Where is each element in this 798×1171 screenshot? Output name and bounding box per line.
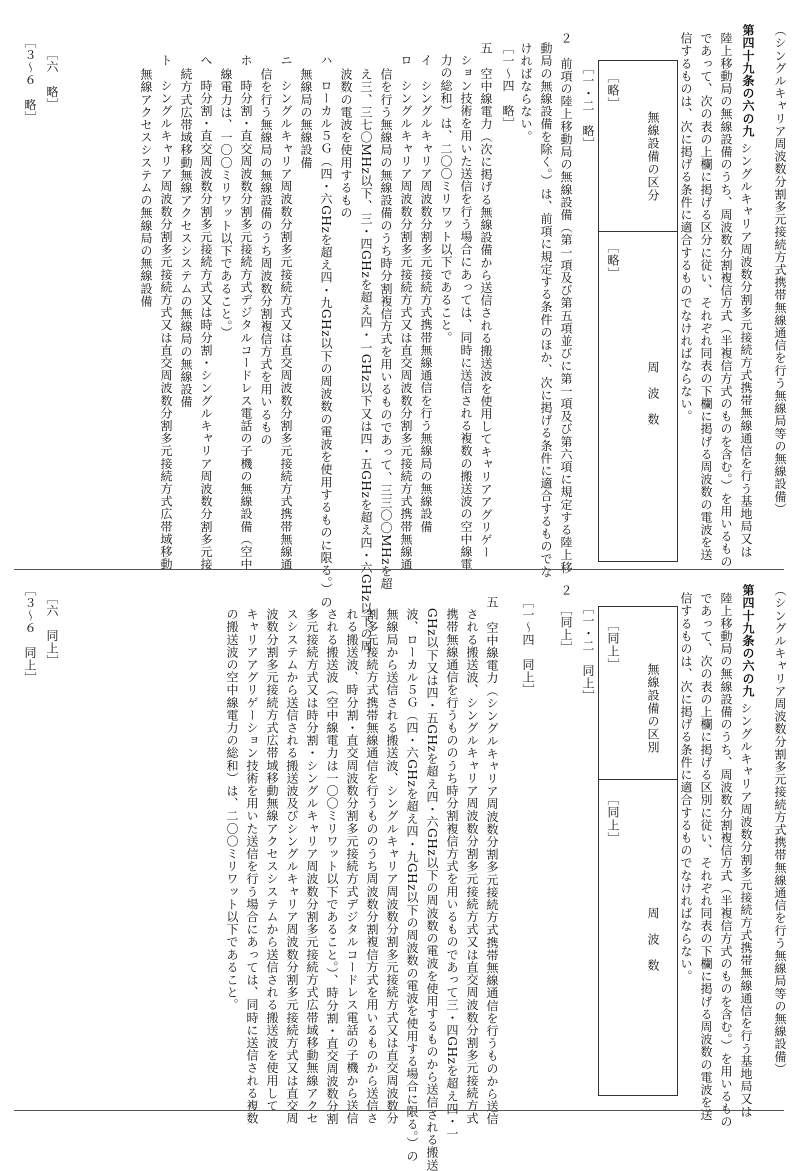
intro-line-3: であって、次の表の上欄に掲げる区別に従い、それぞれ同表の下欄に掲げる周波数の電波を送: [699, 592, 713, 1122]
item5-line-2: ション技術を用いた送信を行う場合にあっては、同時に送信される複数の搬送波の空中線電: [459, 54, 473, 571]
intro-line-2: 陸上移動局の無線設備のうち、周波数分割複信方式（半複信方式のものを含む。）を用いるもの: [719, 592, 733, 1128]
item-he-line-1: へ 時分割・直交周波数分割多元接続方式又は時分割・シングルキャリア周波数分割多元接: [199, 54, 213, 571]
bracket-item-6: ［六 略］: [45, 48, 59, 111]
item-ro-line-2: 信を行う無線局の無線設備のうち時分割複信方式を用いるものであって、三三〇〇MHzを超: [379, 68, 393, 591]
page-divider-bottom: [14, 1110, 784, 1111]
article-number: 第四十九条の六の九: [741, 24, 755, 138]
article-heading-paren: （シングルキャリア周波数分割多元接続方式携帯無線通信を行う無線局等の無線設備）: [773, 24, 787, 516]
item5-line-11: スシステムから送信される搬送波及びシングルキャリア周波数分割多元接続方式又は直交周: [285, 608, 299, 1125]
item-to-line-2: 無線アクセスシステムの無線局の無線設備: [139, 68, 153, 308]
item5-line-14: の搬送波の空中線電力の総和）は、二〇〇ミリワット以下であること。: [225, 608, 239, 1012]
item-he-line-2: 続方式広帯域移動無線アクセスシステムの無線局の無線設備: [179, 68, 193, 409]
item-ro-line-4: 波数の電波を使用するもの: [339, 68, 353, 220]
bottom-half: [8, 578, 790, 1171]
item5-line-1: 五 空中線電力（次に掲げる無線設備から送信される搬送波を使用してキャリアアグリゲー: [479, 42, 493, 559]
item5-line-5: 波、ローカル５Ｇ（四・六GHzを超え四・九GHz以下の周波数の電波を使用する場合に限る。）の: [405, 608, 419, 1163]
page-divider-middle: [14, 569, 784, 570]
item-ha-line-1: ハ ローカル５Ｇ（四・六GHzを超え四・九GHz以下の周波数の電波を使用するものに限る。）の: [319, 54, 333, 609]
para2-line-2: 動局の無線設備を除く。）は、前項に規定する条件のほか、次に掲げる条件に適合するものでな: [539, 42, 553, 578]
item-to-line-1: ト シングルキャリア周波数分割多元接続方式又は直交周波数分割多元接続方式広帯域移動: [159, 54, 173, 571]
table-header-frequency: 周 波 数: [646, 361, 660, 426]
item5-line-7: 割多元接続方式携帯無線通信を行うもののうち周波数分割複信方式を用いるものから送信さ: [365, 608, 379, 1125]
table-cell-frequency: ［同上］: [606, 793, 620, 845]
bracket-items-1-2: ［一・二 略］: [581, 62, 595, 150]
item5-line-12: 波数分割多元接続方式広帯域移動無線アクセスシステムから送信される搬送波を使用して: [265, 608, 279, 1112]
bracket-items-1-4: ［一〜四 同上］: [521, 596, 535, 696]
item5-line-13: キャリアアグリゲーション技術を用いた送信を行う場合にあっては、同時に送信される複数: [245, 608, 259, 1125]
item-ro-line-3: え三、三七〇MHz以下、三・四GHzを超え四・一GHz以下又は四・五GHzを超え四・六GHz以下の周: [359, 68, 373, 653]
item5-line-10: 多元接続方式又は時分割・シングルキャリア周波数分割多元接続方式広帯域移動無線アクセ: [305, 608, 319, 1125]
bracket-paras-3-6: ［３〜６ 同上］: [23, 584, 37, 684]
bracket-items-1-2: ［一・二 同上］: [581, 602, 595, 702]
item5-line-3: 力の総和）は、二〇〇ミリワット以下であること。: [439, 54, 453, 344]
item-ho-line-1: ホ 時分割・直交周波数分割多元接続方式デジタルコードレス電話の子機の無線設備（空中: [239, 54, 253, 571]
item-ha-line-2: 無線局の無線設備: [299, 68, 313, 169]
intro-line-2: 陸上移動局の無線設備のうち、周波数分割複信方式（半複信方式のものを含む。）を用いるもの: [719, 32, 733, 568]
table-header-category: 無線設備の区別: [646, 663, 660, 754]
intro-line-4: 信するものは、次に掲げる条件に適合するものでなければならない。: [679, 32, 693, 423]
article-number: 第四十九条の六の九: [741, 584, 755, 698]
table-cell-category: ［同上］: [606, 619, 620, 671]
intro-line-4: 信するものは、次に掲げる条件に適合するものでなければならない。: [679, 592, 693, 983]
item-ni-line-2: 信を行う無線局の無線設備のうち周波数分割複信方式を用いるもの: [259, 68, 273, 446]
article-heading-paren: （シングルキャリア周波数分割多元接続方式携帯無線通信を行う無線局等の無線設備）: [773, 584, 787, 1076]
item5-line-1: 五 空中線電力（シングルキャリア周波数分割多元接続方式携帯無線通信を行うものから送信: [485, 596, 499, 1126]
item-i: イ シングルキャリア周波数分割多元接続方式携帯無線通信を行う無線局の無線設備: [419, 54, 433, 533]
item5-line-3: 携帯無線通信を行うもののうち時分割複信方式を用いるものであって三・四GHzを超え四・一: [445, 608, 459, 1141]
intro-line-1: シングルキャリア周波数分割多元接続方式携帯無線通信を行う基地局又は: [739, 142, 753, 558]
bracket-item-6: ［六 同上］: [45, 592, 59, 667]
para2-line-3: ければならない。: [519, 42, 533, 143]
table-header-frequency: 周 波 数: [646, 907, 660, 972]
table-cell-frequency: ［略］: [606, 241, 620, 280]
item5-line-2: される搬送波、シングルキャリア周波数分割多元接続方式又は直交周波数分割多元接続方式: [465, 608, 479, 1125]
frequency-table: [598, 60, 678, 562]
table-header-category: 無線設備の区分: [646, 111, 660, 202]
bracket-paras-3-6: ［３〜６ 略］: [23, 36, 37, 124]
bracket-items-1-4: ［一〜四 略］: [501, 42, 515, 130]
para2-same: ２ ［同上］: [559, 584, 573, 654]
table-cell-category: ［略］: [606, 71, 620, 110]
item-ro-line-1: ロ シングルキャリア周波数分割多元接続方式又は直交周波数分割多元接続方式携帯無線通: [399, 54, 413, 571]
item5-line-8: れる搬送波、時分割・直交周波数分割多元接続方式デジタルコードレス電話の子機から送信: [345, 608, 359, 1125]
frequency-table: [598, 606, 678, 1096]
para2-line-1: ２ 前項の陸上移動局の無線設備（第一項及び第五項並びに第一項及び第六項に規定する陸上移: [559, 32, 573, 574]
item-ni-line-1: ニ シングルキャリア周波数分割多元接続方式又は直交周波数分割多元接続方式携帯無線通: [279, 54, 293, 571]
item5-line-4: GHz以下又は四・五GHzを超え四・六GHz以下の周波数の電波を使用するものから送信される搬送: [425, 608, 439, 1171]
intro-line-3: であって、次の表の上欄に掲げる区分に従い、それぞれ同表の下欄に掲げる周波数の電波を送: [699, 32, 713, 562]
item-ho-line-2: 線電力は、一〇〇ミリワット以下であること。）: [219, 68, 233, 340]
item5-line-9: される搬送波（空中線電力は一〇〇ミリワット以下であること。）、時分割・直交周波数分割: [325, 608, 339, 1126]
item5-line-6: 無線局から送信される搬送波、シングルキャリア周波数分割多元接続方式又は直交周波数分: [385, 608, 399, 1125]
intro-line-1: シングルキャリア周波数分割多元接続方式携帯無線通信を行う基地局又は: [739, 702, 753, 1118]
